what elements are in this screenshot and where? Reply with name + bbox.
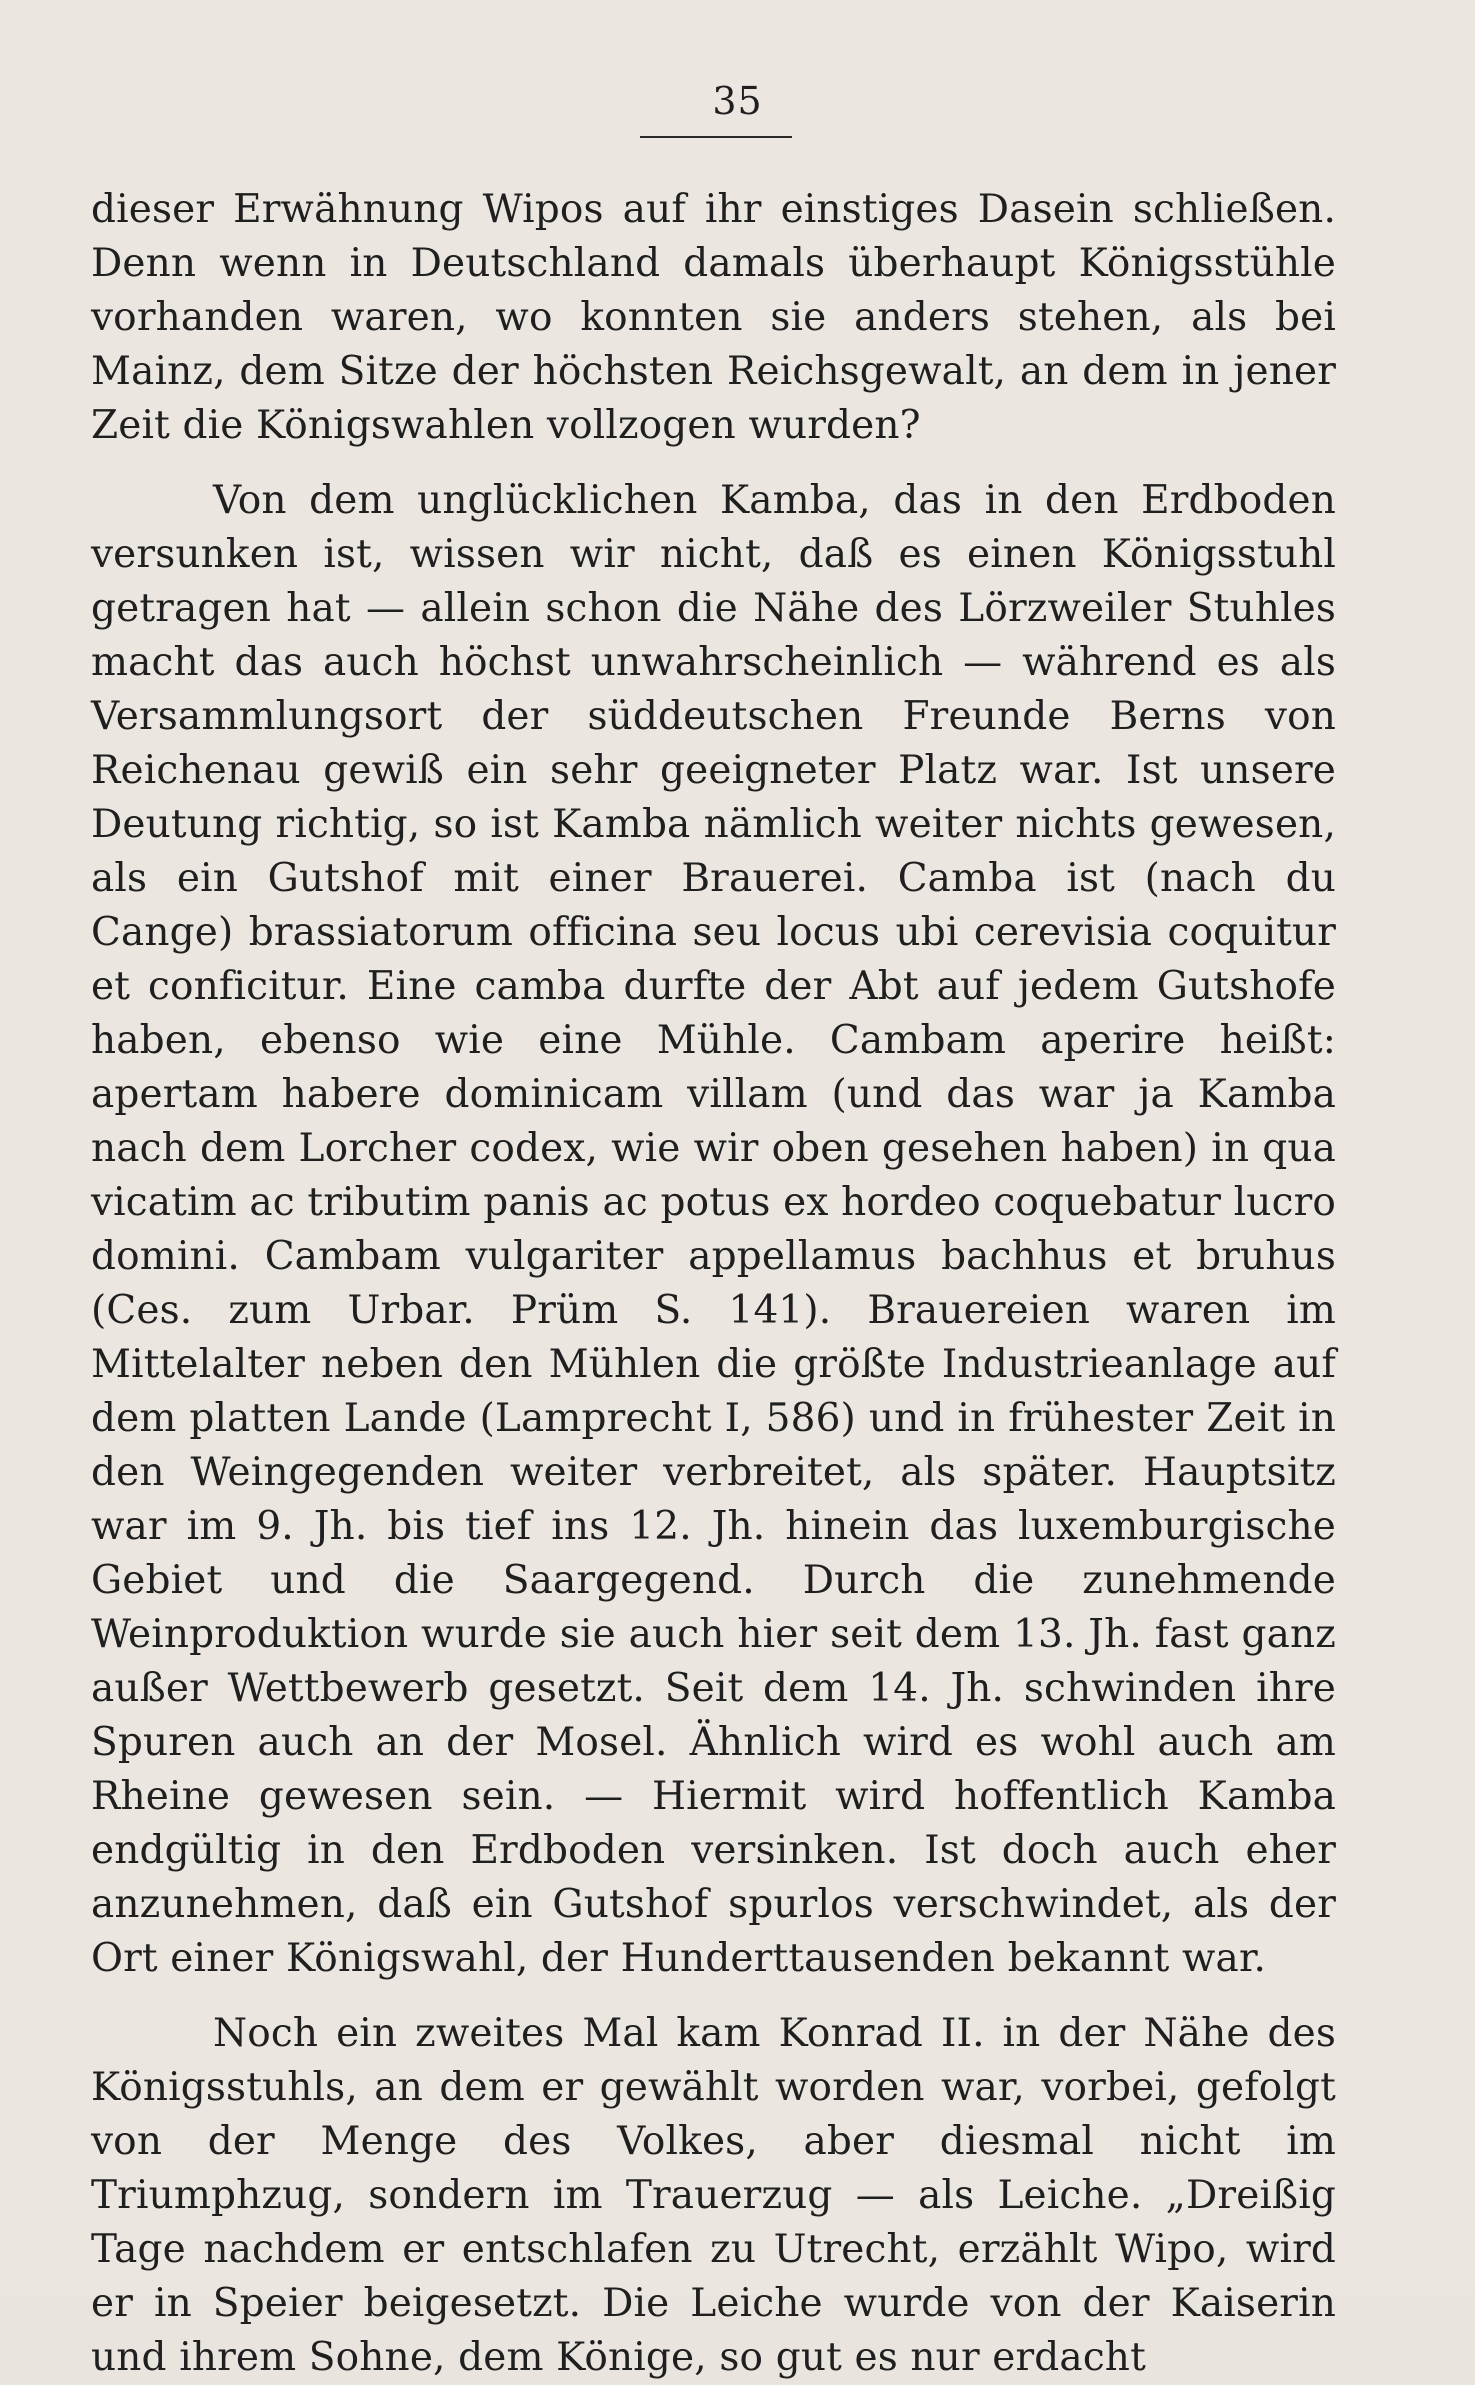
page-number-area <box>0 79 1475 123</box>
paragraph-1: dieser Erwähnung Wipos auf ihr einstiges Dasein schließen. Denn wenn in Deutschland damals überhaupt Königsstühle vorhanden waren, wo konnten sie anders stehen, als bei Mainz, dem Sitze der höchsten Reichsgewalt, an dem in jener Zeit die Königswahlen vollzogen wurden? <box>91 187 1336 448</box>
paragraph-2: Von dem unglücklichen Kamba, das in den Erdboden versunken ist, wissen wir nicht, daß es einen Königsstuhl getragen hat — allein schon die Nähe des Lörzweiler Stuhles macht das auch höchst unwahrscheinlich — während es als Versammlungsort der süddeutschen Freunde Berns von Reichenau gewiß ein sehr geeigneter Platz war. Ist unsere Deutung richtig, so ist Kamba nämlich weiter nichts gewesen, als ein Gutshof mit einer Brauerei. Camba ist (nach du Cange) brassiatorum officina seu locus ubi cerevisia coquitur et conficitur. Eine camba durfte der Abt auf jedem Gutshofe haben, ebenso wie eine Mühle. Cambam aperire heißt: apertam habere dominicam villam (und das war ja Kamba nach dem Lorcher codex, wie wir oben gesehen haben) in qua vicatim ac tributim panis ac potus ex hordeo coquebatur lucro domini. Cambam vulgariter appellamus bachhus et bruhus (Ces. zum Urbar. Prüm S. 141). Brauereien waren im Mittelalter neben den Mühlen die größte Industrieanlage auf dem platten Lande (Lamprecht I, 586) und in frühester Zeit in den Weingegenden weiter verbreitet, als später. Hauptsitz war im 9. Jh. bis tief ins 12. Jh. hinein das luxemburgische Gebiet und die Saargegend. Durch die zunehmende Weinproduktion wurde sie auch hier seit dem 13. Jh. fast ganz außer Wettbewerb gesetzt. Seit dem 14. Jh. schwinden ihre Spuren auch an der Mosel. Ähnlich wird es wohl auch am Rheine gewesen sein. — Hiermit wird hoffentlich Kamba endgültig in den Erdboden versinken. Ist doch auch eher anzunehmen, daß ein Gutshof spurlos verschwindet, als der Ort einer Königswahl, der Hunderttausenden bekannt war. <box>91 478 1336 1981</box>
paragraph-3: Noch ein zweites Mal kam Konrad II. in der Nähe des Königsstuhls, an dem er gewählt worden war, vorbei, gefolgt von der Menge des Volkes, aber diesmal nicht im Triumphzug, sondern im Trauerzug — als Leiche. „Dreißig Tage nachdem er entschlafen zu Utrecht, erzählt Wipo, wird er in Speier beigesetzt. Die Leiche wurde von der Kaiserin und ihrem Sohne, dem Könige, so gut es nur erdacht <box>91 2011 1336 2380</box>
main-text <box>91 183 1336 2385</box>
page-number: 35 <box>712 79 763 123</box>
page-number-rule <box>640 136 792 138</box>
